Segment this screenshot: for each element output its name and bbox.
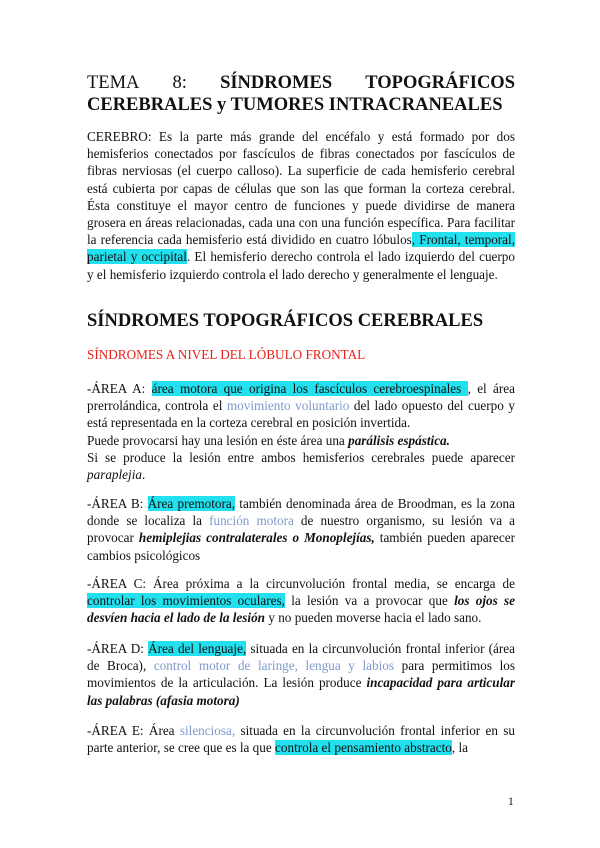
area-e-paragraph [87, 722, 515, 756]
title-word-topograficos: TOPOGRÁFICOS [365, 73, 515, 93]
area-a-line3: Si se produce la lesión entre ambos hemisferios cerebrales puede aparecer [87, 449, 515, 465]
area-c-paragraph [87, 575, 515, 627]
area-b-text-1: también denominada área de Broodman, es la zona donde se localiza la [87, 496, 515, 529]
area-b-text-2: de nuestro organismo, su lesión va a provocar [87, 513, 515, 546]
page-number: 1 [508, 796, 514, 808]
title-tema-number: 8: [172, 73, 187, 93]
area-c-label: -ÁREA C: Área próxima a la circunvolución frontal media, se encarga de [87, 576, 515, 591]
area-c-highlight: controlar los movimientos oculares, [87, 593, 285, 609]
area-a-label: -ÁREA A: [87, 381, 152, 396]
area-a-highlight: área motora que origina los fascículos cerebroespinales [151, 381, 468, 396]
area-a-line2: Puede provocarsi hay una lesión en éste área una [87, 432, 349, 448]
area-e-text-2: , la [451, 740, 469, 756]
area-c-text-2: y no pueden moverse hacia el lado sano. [265, 610, 482, 626]
area-e-label: -ÁREA E: Área [87, 723, 180, 738]
area-a-blue: movimiento voluntario [226, 398, 350, 414]
area-b-paragraph [87, 495, 515, 564]
title-line-2: CEREBRALES y TUMORES INTRACRANEALES [87, 95, 503, 115]
subsection-heading: SÍNDROMES A NIVEL DEL LÓBULO FRONTAL [87, 347, 366, 362]
area-e-text-1: situada en la circunvolución frontal inferior en su parte anterior, se cree que es la que [87, 723, 515, 756]
area-c-bold-italic: los ojos se desvíen hacia el lado de la lesión [87, 593, 515, 626]
area-a-text-1: , el área prerrolándica, controla el [87, 381, 515, 414]
area-b-text-3: también pueden aparecer cambios psicológicos [87, 530, 515, 563]
area-a-paraplejia: paraplejia [87, 467, 142, 483]
intro-highlight-lobes: , Frontal, temporal, parietal y occipital [87, 232, 515, 265]
area-d-text-2: para permitimos los movimientos de la articulación. La lesión produce [87, 658, 515, 691]
area-b-blue: función motora [209, 513, 294, 529]
area-d-text-1: situada en la circunvolución frontal inferior (área de Broca), [87, 641, 515, 674]
intro-text-2: . El hemisferio derecho controla el lado izquierdo del cuerpo y el hemisferio izquierdo controla el lado derecho y generalmente el lenguaje. [87, 249, 515, 282]
area-b-bold-italic: hemiplejias contralaterales o Monoplejías, [138, 530, 375, 546]
intro-paragraph [87, 128, 515, 283]
title-word-sindromes: SÍNDROMES [220, 73, 333, 93]
area-c-text-1: la lesión va a provocar que [284, 593, 455, 609]
area-b-label: -ÁREA B: [87, 496, 148, 511]
area-e-highlight: controla el pensamiento abstracto [275, 740, 452, 756]
area-d-label: -ÁREA D: [87, 641, 149, 656]
area-b-highlight: Área premotora, [147, 496, 235, 511]
area-a-paralisis: parálisis espástica. [348, 432, 450, 448]
area-e-blue: silenciosa, [179, 723, 236, 738]
area-d-highlight: Área del lenguaje, [148, 641, 247, 656]
document-title [87, 72, 515, 116]
area-d-paragraph [87, 640, 515, 709]
area-a-line3-end: . [141, 467, 146, 483]
area-d-bold-italic: incapacidad para articular las palabras (afasia motora) [87, 675, 515, 708]
area-a-paragraph [87, 380, 515, 483]
section-heading: SÍNDROMES TOPOGRÁFICOS CEREBRALES [87, 311, 484, 331]
area-d-blue: control motor de laringe, lengua y labios [153, 658, 394, 674]
title-tema-label: TEMA [87, 73, 140, 93]
area-a-text-2: del lado opuesto del cuerpo y está representada en la corteza cerebral en posición invertida. [87, 398, 515, 431]
intro-text-1: CEREBRO: Es la parte más grande del encéfalo y está formado por dos hemisferios conectados por fascículos de fibras conectados por fascículos de fibras nerviosas (el cuerpo calloso). La superficie de cada hemisferio cerebral está cubierta por capas de células que son las que forman la corteza cerebral. Ésta constituye el mayor centro de funciones y puede dividirse de manera grosera en áreas relacionadas, cada una con una función específica. Para facilitar la referencia cada hemisferio está dividido en cuatro lóbulos [87, 129, 515, 248]
